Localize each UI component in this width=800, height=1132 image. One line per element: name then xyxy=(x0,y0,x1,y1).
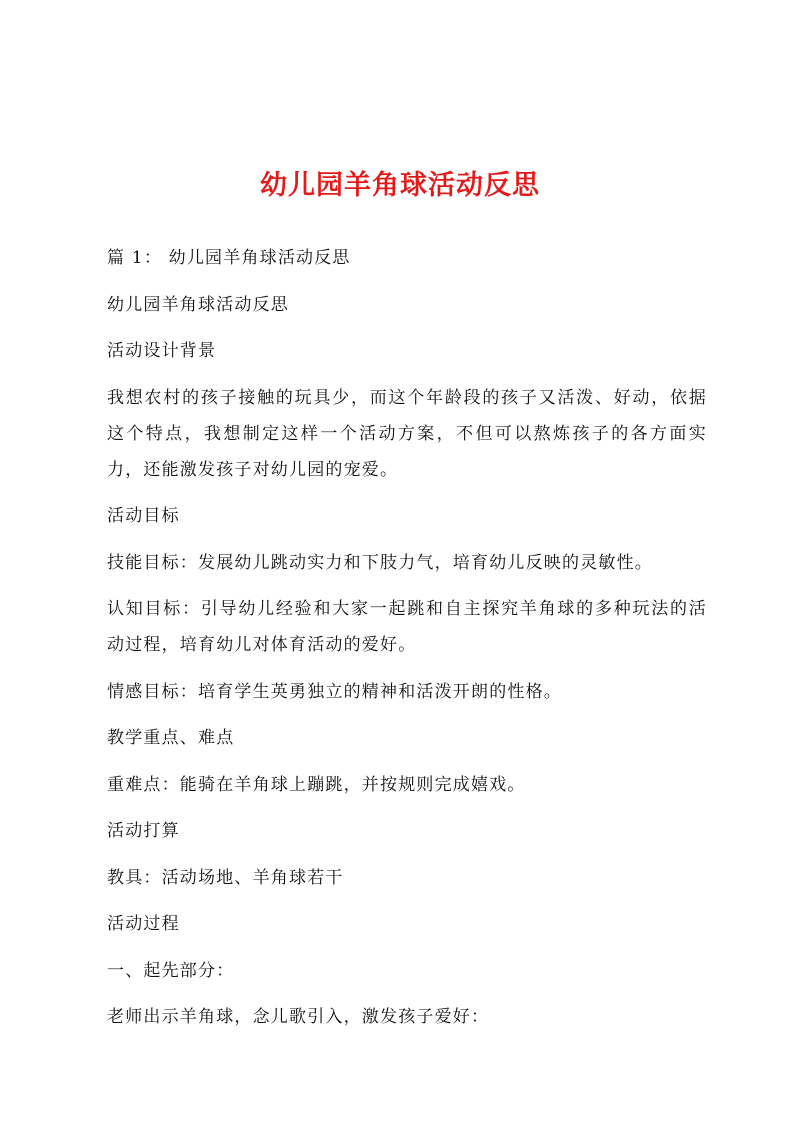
paragraph-background-heading: 活动设计背景 xyxy=(107,341,217,361)
paragraph-key-points-text: 重难点：能骑在羊角球上蹦跳，并按规则完成嬉戏。 xyxy=(107,774,526,795)
paragraph-preparation-heading: 活动打算 xyxy=(107,821,180,841)
document-body xyxy=(107,240,707,1046)
paragraph-emotional-goal: 情感目标：培育学生英勇独立的精神和活泼开朗的性格。 xyxy=(107,681,562,702)
paragraph-part-one-heading: 一、起先部分： xyxy=(107,960,235,981)
paragraph-process-heading: 活动过程 xyxy=(107,914,180,934)
paragraph-teacher-intro: 老师出示羊角球，念儿歌引入，激发孩子爱好： xyxy=(107,1007,490,1027)
paragraph-skill-goal: 技能目标：发展幼儿跳动实力和下肢力气，培育幼儿反映的灵敏性。 xyxy=(107,552,653,573)
paragraph-background-text: 我想农村的孩子接触的玩具少，而这个年龄段的孩子又活泼、好动，依据这个特点，我想制定这样一个活动方案，不但可以熬炼孩子的各方面实力，还能激发孩子对幼儿园的宠爱。 xyxy=(107,387,707,480)
paragraph-key-points-heading: 教学重点、难点 xyxy=(107,728,235,748)
paragraph-goals-heading: 活动目标 xyxy=(107,506,180,526)
paragraph-section-heading: 篇 1： 幼儿园羊角球活动反思 xyxy=(107,248,351,268)
paragraph-subtitle: 幼儿园羊角球活动反思 xyxy=(107,294,289,315)
paragraph-cognitive-goal: 认知目标：引导幼儿经验和大家一起跳和自主探究羊角球的多种玩法的活动过程，培育幼儿对体育活动的爱好。 xyxy=(107,599,707,655)
paragraph-materials-text: 教具：活动场地、羊角球若干 xyxy=(107,867,344,888)
document-title: 幼儿园羊角球活动反思 xyxy=(260,170,540,201)
